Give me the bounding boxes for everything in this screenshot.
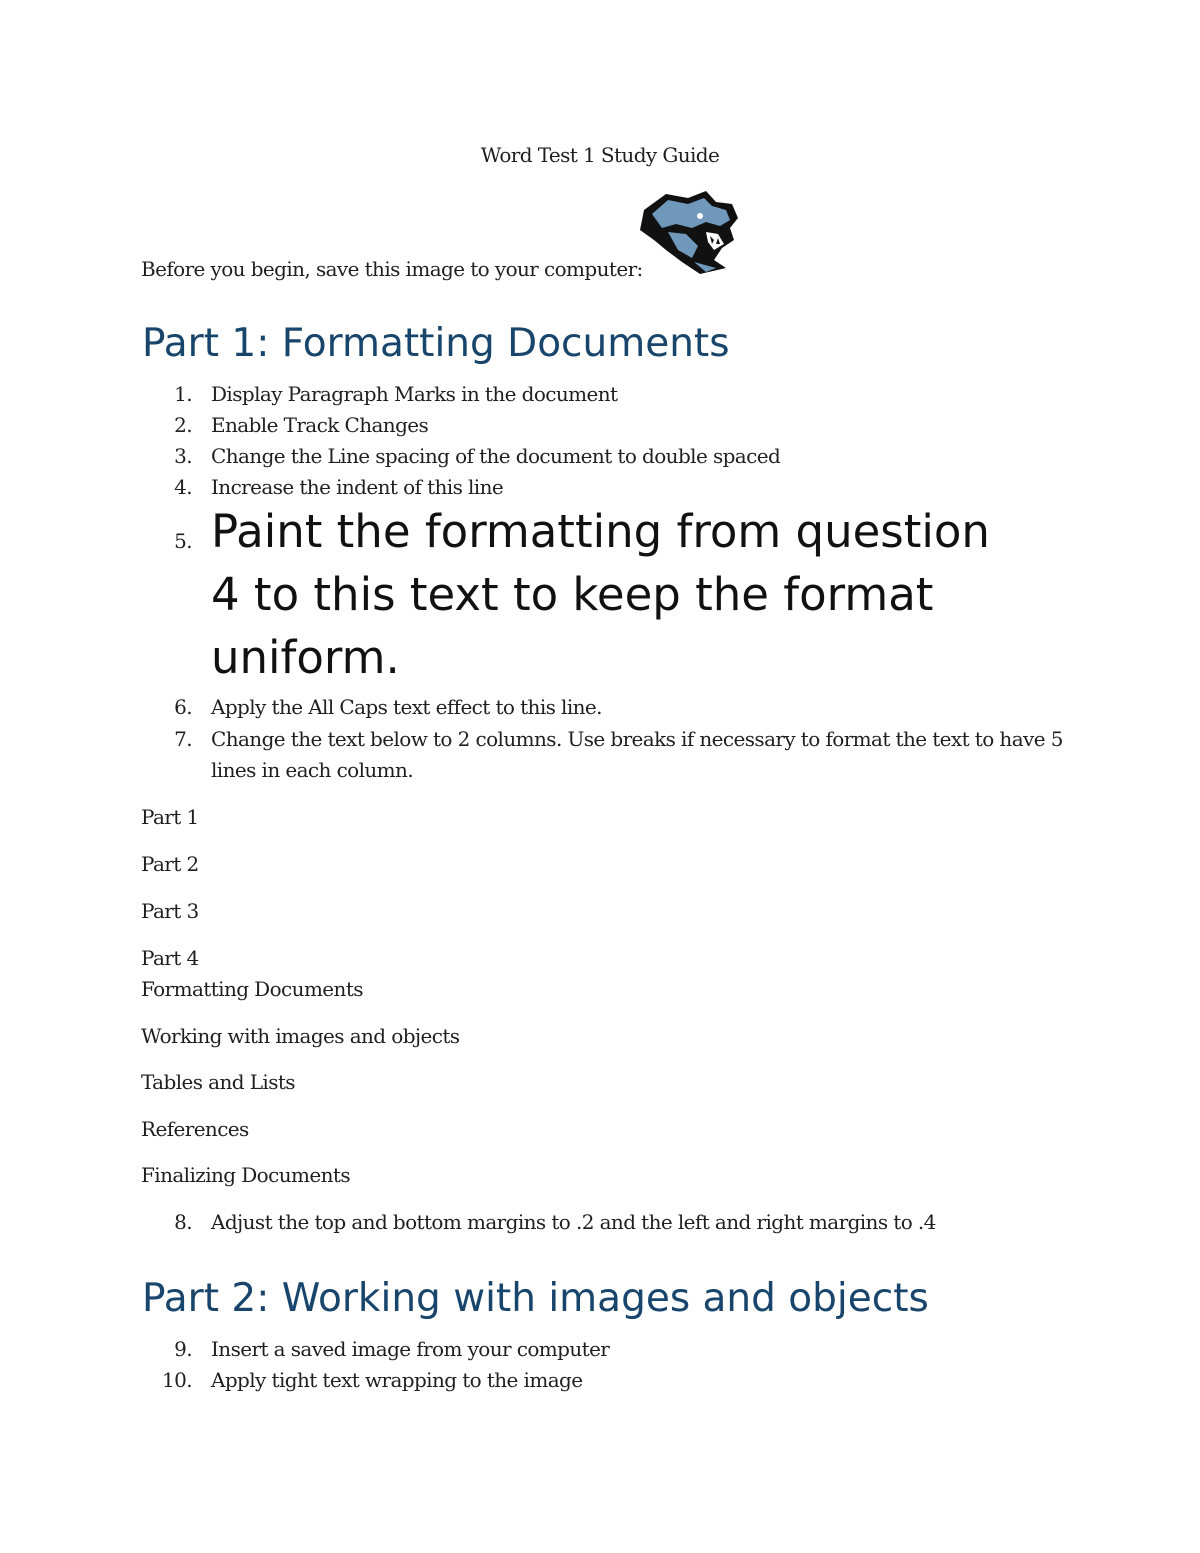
paragraph: References	[141, 1117, 249, 1141]
list-item-number: 4.	[174, 475, 192, 499]
list-item-large-line3: uniform.	[211, 631, 400, 684]
list-item: Increase the indent of this line	[211, 475, 504, 499]
list-item: Display Paragraph Marks in the document	[211, 382, 618, 406]
list-item-number: 9.	[174, 1337, 192, 1361]
list-item-number: 3.	[174, 444, 192, 468]
paragraph: Part 4	[141, 946, 199, 970]
list-item-line1: Change the text below to 2 columns. Use breaks if necessary to format the text to have 5	[211, 727, 1063, 751]
paragraph: Formatting Documents	[141, 977, 363, 1001]
intro-text: Before you begin, save this image to your computer:	[141, 257, 643, 281]
paragraph: Working with images and objects	[141, 1024, 460, 1048]
list-item-number: 8.	[174, 1210, 192, 1234]
list-item-number: 6.	[174, 695, 192, 719]
list-item: Apply tight text wrapping to the image	[211, 1368, 583, 1392]
list-item: Apply the All Caps text effect to this line.	[211, 695, 602, 719]
list-item-large-line1: Paint the formatting from question	[211, 505, 990, 558]
paragraph: Tables and Lists	[141, 1070, 295, 1094]
part2-heading: Part 2: Working with images and objects	[142, 1276, 929, 1321]
list-item-number: 5.	[174, 529, 192, 553]
paragraph: Finalizing Documents	[141, 1163, 350, 1187]
document-title: Word Test 1 Study Guide	[480, 143, 720, 167]
list-item: Enable Track Changes	[211, 413, 429, 437]
paragraph: Part 3	[141, 899, 199, 923]
list-item-number: 1.	[174, 382, 192, 406]
list-item-line2: lines in each column.	[211, 758, 414, 782]
paragraph: Part 2	[141, 852, 199, 876]
list-item-number: 2.	[174, 413, 192, 437]
paragraph: Part 1	[141, 805, 199, 829]
list-item: Adjust the top and bottom margins to .2 and the left and right margins to .4	[211, 1210, 936, 1234]
part1-heading: Part 1: Formatting Documents	[142, 321, 730, 366]
panther-logo-icon	[636, 188, 740, 276]
list-item-number: 10.	[161, 1368, 192, 1392]
list-item: Insert a saved image from your computer	[211, 1337, 610, 1361]
list-item: Change the Line spacing of the document to double spaced	[211, 444, 781, 468]
list-item-large-line2: 4 to this text to keep the format	[211, 568, 934, 621]
list-item-number: 7.	[174, 727, 192, 751]
